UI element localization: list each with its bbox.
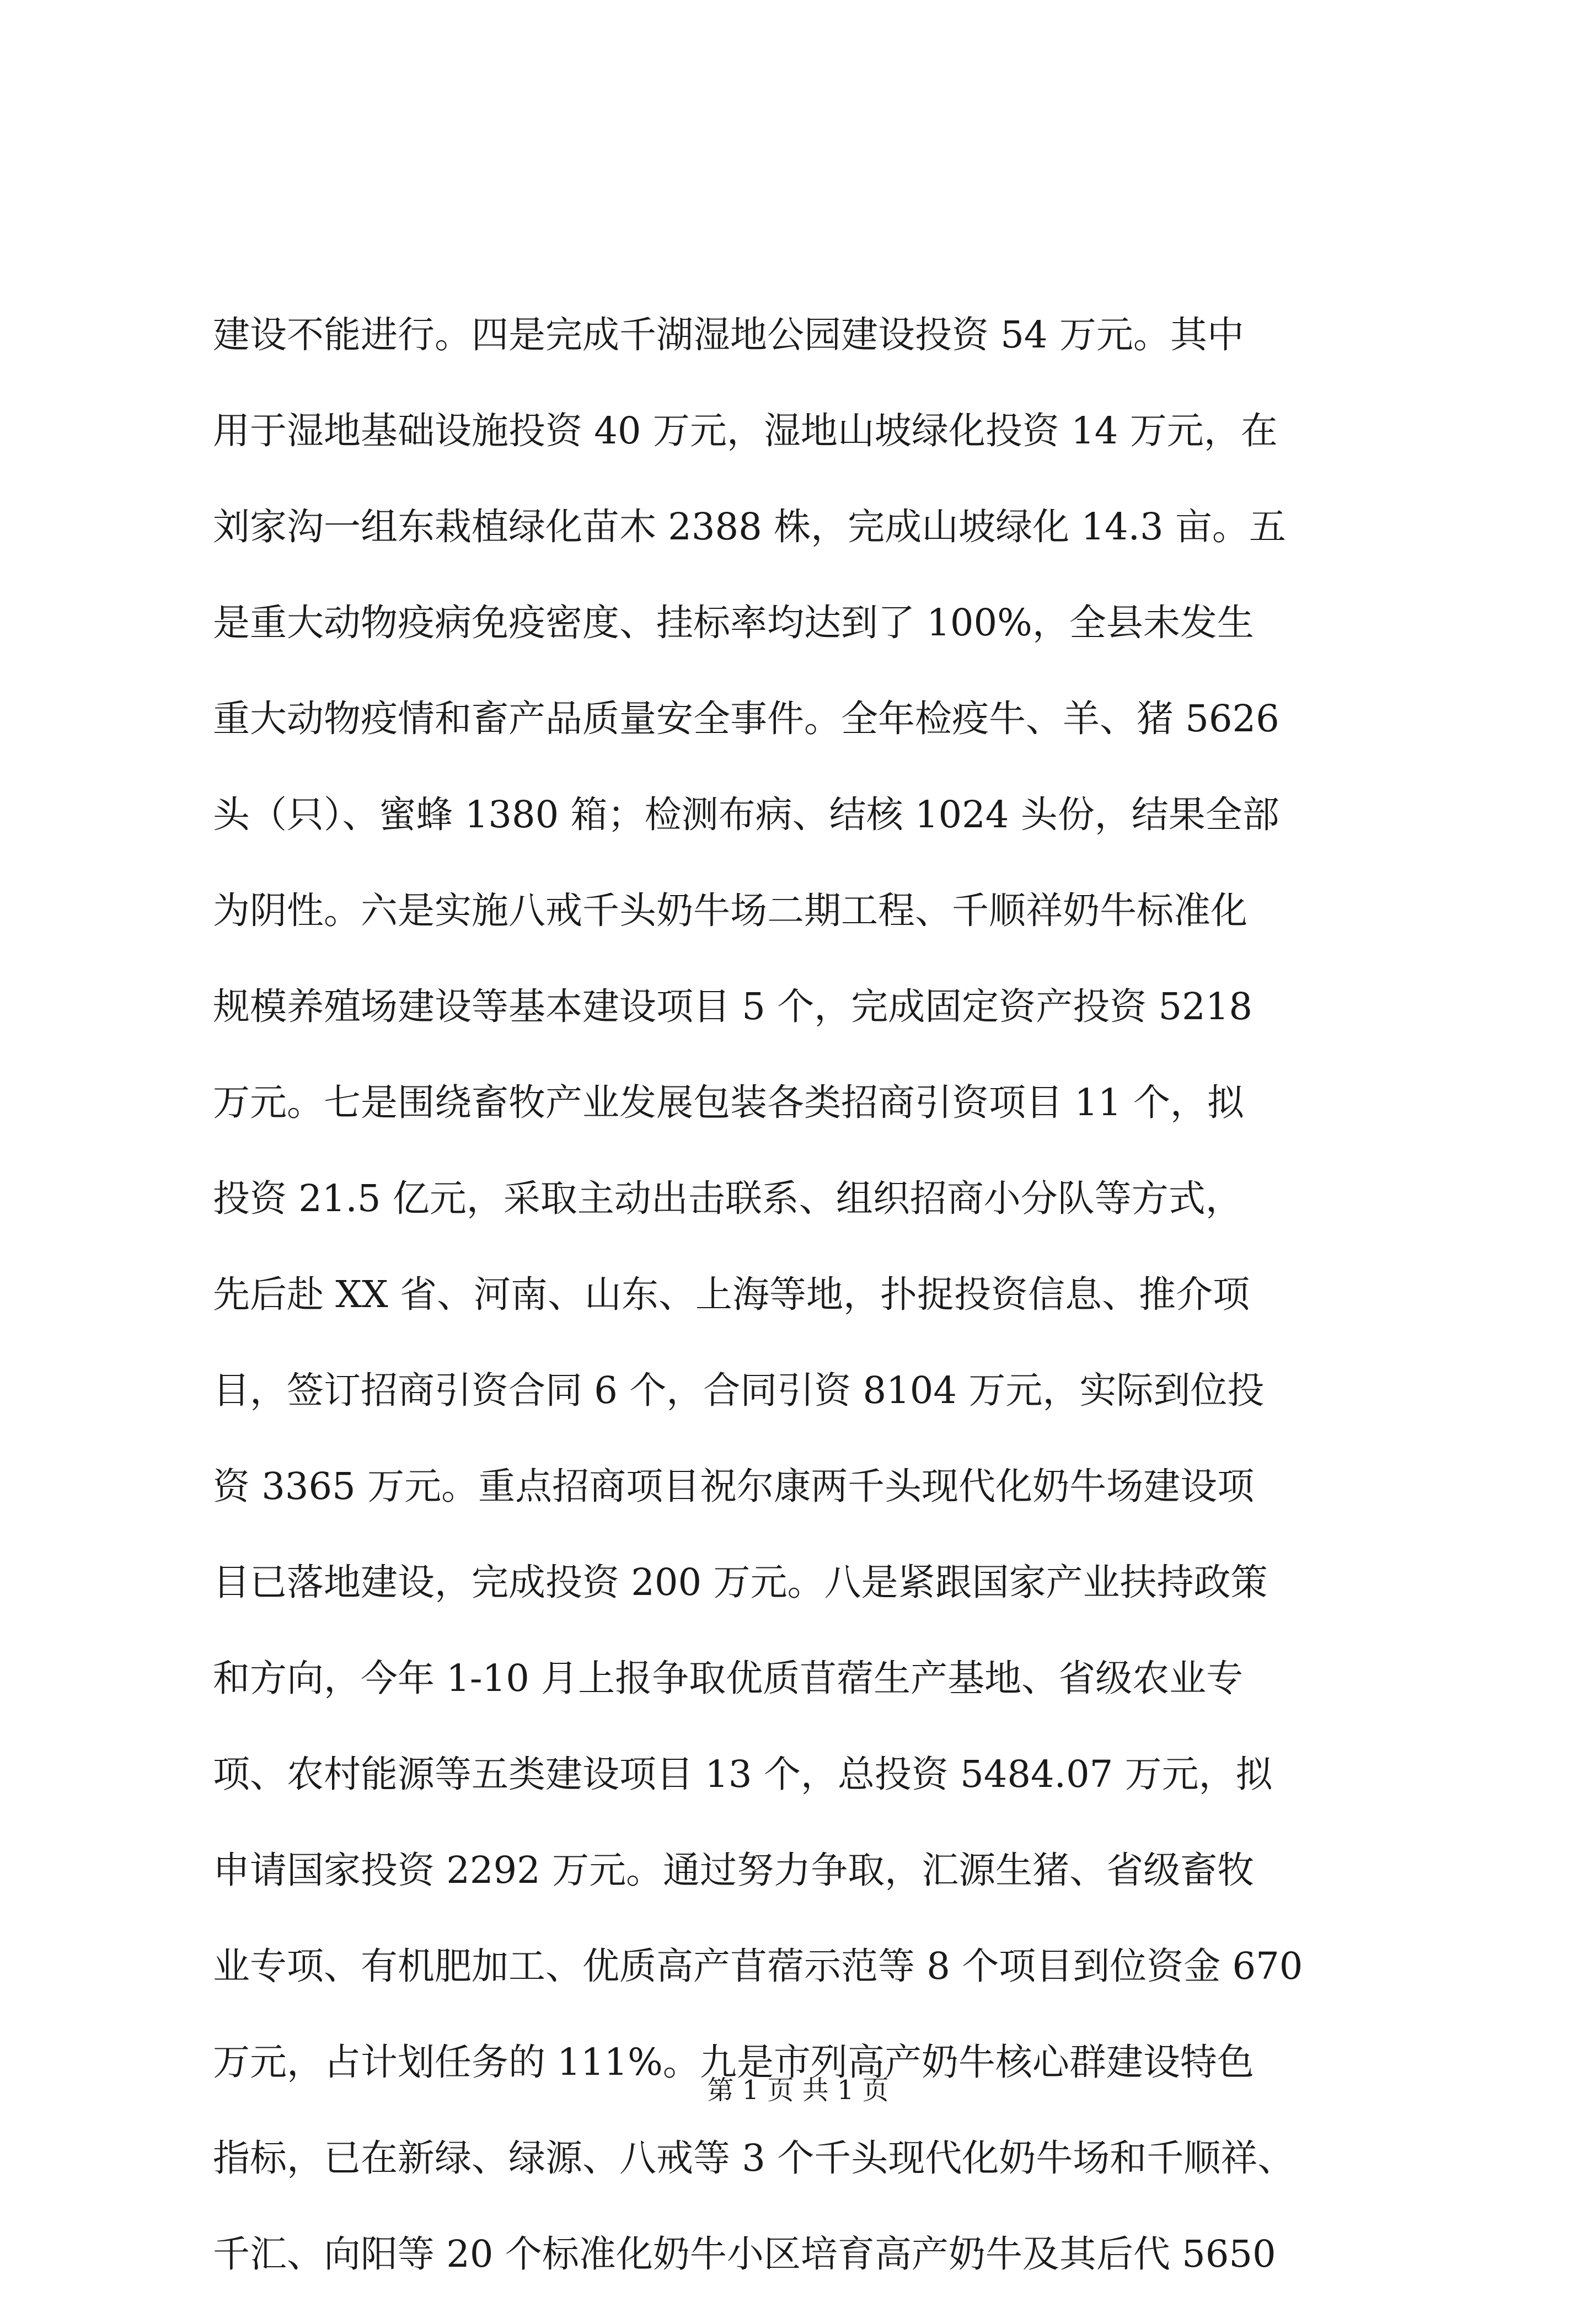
text-line: 项、农村能源等五类建设项目 13 个，总投资 5484.07 万元，拟 (213, 1753, 1273, 1796)
text-line: 指标，已在新绿、绿源、八戒等 3 个千头现代化奶牛场和千顺祥、 (213, 2137, 1295, 2180)
text-line: 为阴性。六是实施八戒千头奶牛场二期工程、千顺祥奶牛标准化 (213, 889, 1247, 932)
text-line: 申请国家投资 2292 万元。通过努力争取，汇源生猪、省级畜牧 (213, 1849, 1255, 1892)
text-line: 和方向，今年 1-10 月上报争取优质苜蓿生产基地、省级农业专 (213, 1657, 1244, 1700)
text-line: 万元，占计划任务的 111%。九是市列高产奶牛核心群建设特色 (213, 2041, 1254, 2084)
text-line: 重大动物疫情和畜产品质量安全事件。全年检疫牛、羊、猪 5626 (213, 697, 1279, 740)
text-line: 先后赴 XX 省、河南、山东、上海等地，扑捉投资信息、推介项 (213, 1273, 1250, 1316)
body-paragraph (213, 287, 1393, 2302)
text-line: 投资 21.5 亿元，采取主动出击联系、组织招商小分队等方式， (213, 1177, 1242, 1220)
text-line: 规模养殖场建设等基本建设项目 5 个，完成固定资产投资 5218 (213, 985, 1253, 1028)
text-line: 用于湿地基础设施投资 40 万元，湿地山坡绿化投资 14 万元，在 (213, 409, 1278, 452)
text-line: 资 3365 万元。重点招商项目祝尔康两千头现代化奶牛场建设项 (213, 1465, 1255, 1508)
text-line: 头（只）、蜜蜂 1380 箱；检测布病、结核 1024 头份，结果全部 (213, 793, 1279, 836)
text-line: 建设不能进行。四是完成千湖湿地公园建设投资 54 万元。其中 (213, 313, 1244, 356)
text-line: 千汇、向阳等 20 个标准化奶牛小区培育高产奶牛及其后代 5650 (213, 2233, 1276, 2276)
text-line: 业专项、有机肥加工、优质高产苜蓿示范等 8 个项目到位资金 670 (213, 1945, 1303, 1988)
page-footer: 第 1 页 共 1 页 (707, 2075, 889, 2106)
text-line: 万元。七是围绕畜牧产业发展包装各类招商引资项目 11 个，拟 (213, 1081, 1244, 1124)
text-line: 刘家沟一组东栽植绿化苗木 2388 株，完成山坡绿化 14.3 亩。五 (213, 505, 1286, 548)
text-line: 目已落地建设，完成投资 200 万元。八是紧跟国家产业扶持政策 (213, 1561, 1268, 1604)
text-line: 是重大动物疫病免疫密度、挂标率均达到了 100%，全县未发生 (213, 601, 1254, 644)
text-line: 目，签订招商引资合同 6 个，合同引资 8104 万元，实际到位投 (213, 1369, 1265, 1412)
